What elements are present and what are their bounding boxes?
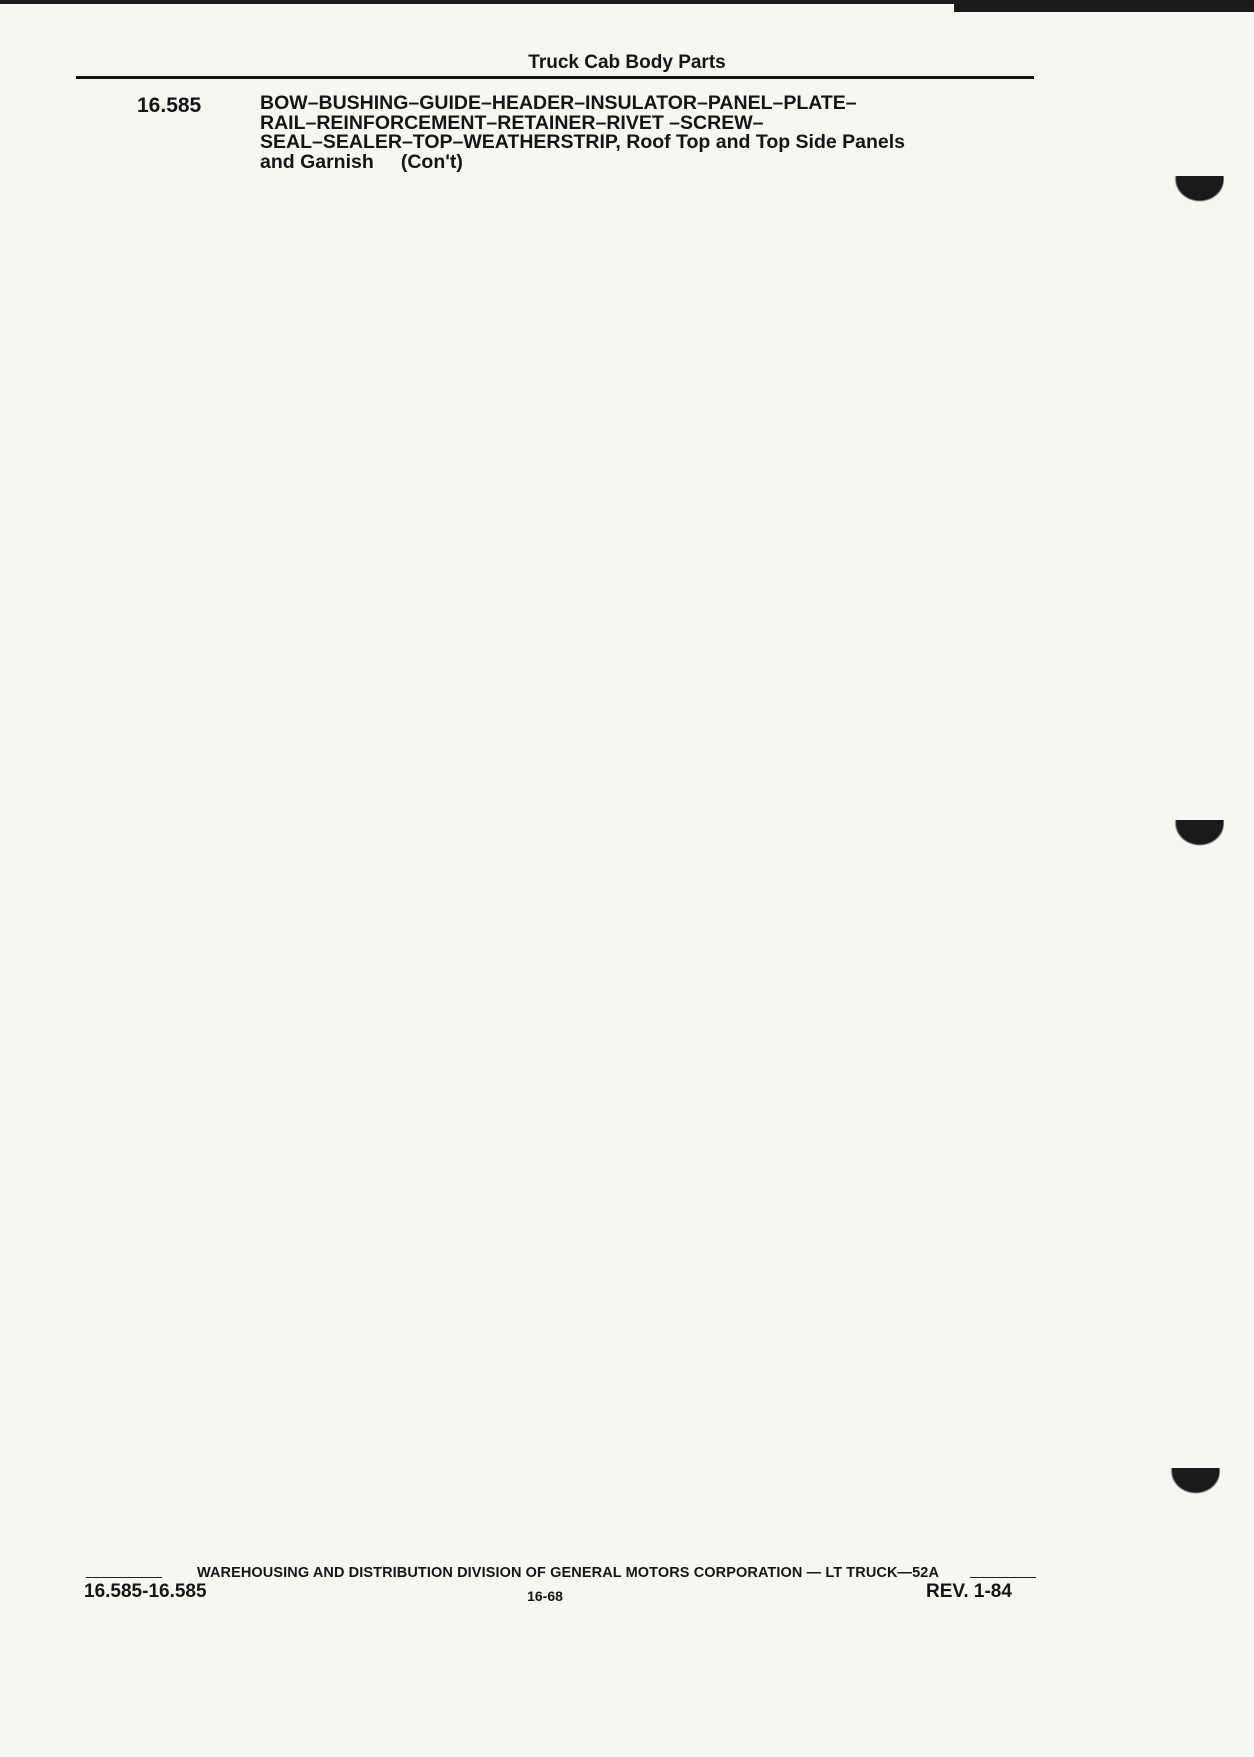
section-title-line: BOW–BUSHING–GUIDE–HEADER–INSULATOR–PANEL–PLATE– — [260, 92, 857, 114]
title-rule — [76, 76, 1034, 79]
footer-section-range: 16.585-16.585 — [84, 1581, 207, 1602]
section-number: 16.585 — [137, 94, 202, 117]
section-title — [260, 94, 1020, 172]
section-title-line: RAIL–REINFORCEMENT–RETAINER–RIVET –SCREW– — [260, 111, 764, 134]
section-title-line: and Garnish (Con't) — [260, 150, 463, 173]
footer-rule-left — [86, 1577, 162, 1578]
binder-hole-mark — [1170, 176, 1224, 206]
binder-hole-mark — [1170, 820, 1224, 850]
binder-hole-mark — [1166, 1468, 1220, 1498]
section-title-line: SEAL–SEALER–TOP–WEATHERSTRIP, Roof Top and Top Side Panels — [260, 131, 906, 153]
footer-rule-right — [970, 1577, 1036, 1578]
footer-corporation: WAREHOUSING AND DISTRIBUTION DIVISION OF GENERAL MOTORS CORPORATION — LT TRUCK—52A — [196, 1565, 940, 1581]
top-border — [0, 0, 1254, 12]
page-number: 16-68 — [527, 1588, 563, 1604]
page-title: Truck Cab Body Parts — [528, 52, 726, 73]
revision: REV. 1-84 — [926, 1581, 1012, 1602]
